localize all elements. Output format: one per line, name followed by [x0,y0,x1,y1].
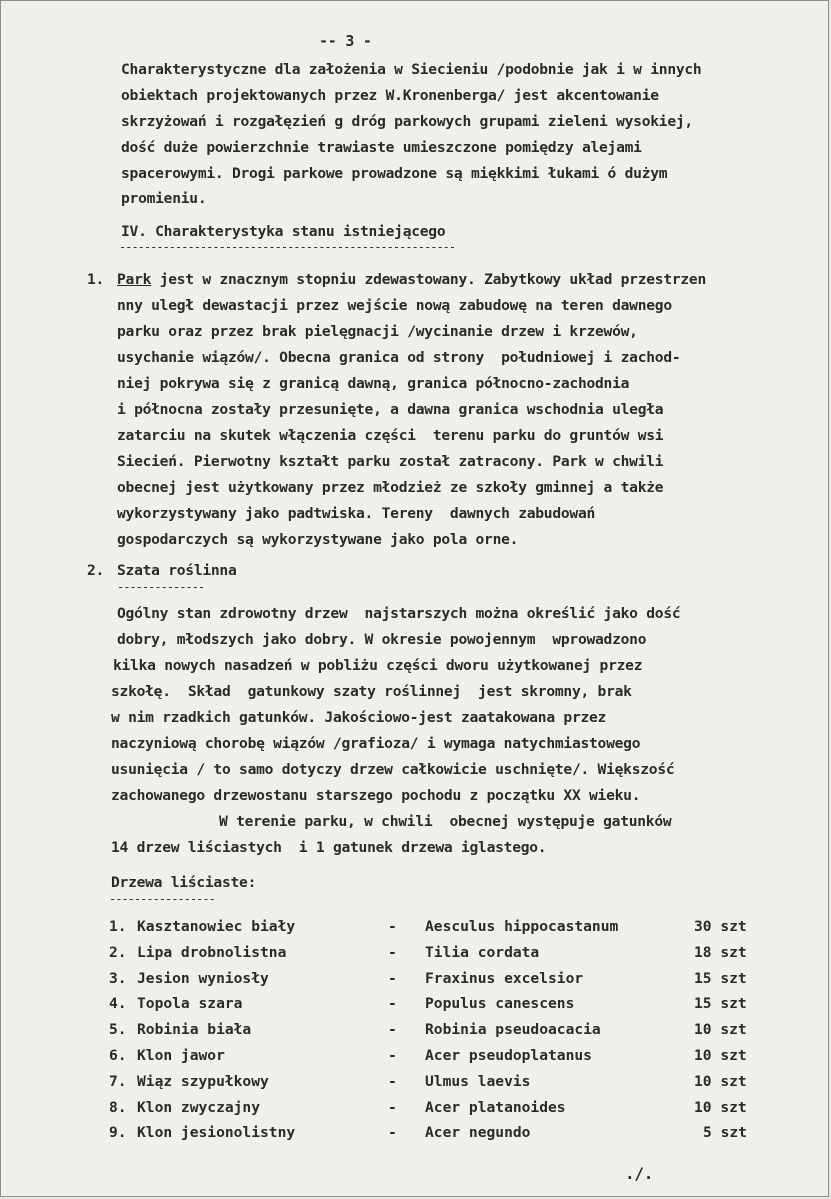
tree-name: Topola szara [137,995,243,1012]
tree-num: 3. [109,970,127,987]
section-heading: IV. Charakterystyka stanu istniejącego [121,223,446,240]
item-1-line: parku oraz przez brak pielęgnacji /wycinanie drzew i krzewów, [117,323,638,340]
item-2-number: 2. [87,562,105,579]
tree-latin: Acer negundo [425,1124,531,1141]
tree-dash: - [388,918,397,935]
continuation-mark: ./. [625,1164,654,1183]
tree-num: 9. [109,1124,127,1141]
item-2-line: szkołę. Skład gatunkowy szaty roślinnej jest skromny, brak [111,683,632,700]
tree-dash: - [388,1047,397,1064]
section-heading-rule: ------------------------------------------------------ [119,241,456,253]
intro-line: spacerowymi. Drogi parkowe prowadzone są miękkimi łukami ó dużym [121,165,668,182]
item-1-line: zatarciu na skutek włączenia części terenu parku do gruntów wsi [117,427,664,444]
tree-dash: - [388,944,397,961]
tree-dash: - [388,1021,397,1038]
tree-name: Klon zwyczajny [137,1099,261,1116]
tree-num: 7. [109,1073,127,1090]
item-2-heading: Szata roślinna [117,562,237,579]
item-1-line: Siecień. Pierwotny kształt parku został zatracony. Park w chwili [117,453,664,470]
tree-count: 10 szt [694,1073,747,1090]
tree-latin: Robinia pseudoacacia [425,1021,601,1038]
intro-line: obiektach projektowanych przez W.Kronenberga/ jest akcentowanie [121,87,659,104]
item-2-line: dobry, młodszych jako dobry. W okresie powojennym wprowadzono [117,631,647,648]
tree-count: 30 szt [694,918,747,935]
item-2-line: w nim rzadkich gatunków. Jakościowo-jest zaatakowana przez [111,709,607,726]
item-1-line: nny uległ dewastacji przez wejście nową zabudowę na teren dawnego [117,297,672,314]
item-1-line: i północna zostały przesunięte, a dawna granica wschodnia uległa [117,401,664,418]
item-1-number: 1. [87,271,105,288]
item-2-line: usunięcia / to samo dotyczy drzew całkowicie uschnięte/. Większość [111,761,675,778]
tree-name: Klon jawor [137,1047,225,1064]
tree-num: 8. [109,1099,127,1116]
tree-dash: - [388,970,397,987]
tree-num: 1. [109,918,127,935]
tree-num: 2. [109,944,127,961]
intro-line: promieniu. [121,190,207,207]
item-2-line: Ogólny stan zdrowotny drzew najstarszych można określić jako dość [117,605,681,622]
tree-count: 10 szt [694,1047,747,1064]
tree-count: 5 szt [703,1124,747,1141]
tree-latin: Ulmus laevis [425,1073,531,1090]
tree-count: 10 szt [694,1099,747,1116]
tree-dash: - [388,995,397,1012]
tree-name: Robinia biała [137,1021,252,1038]
item-2-line: 14 drzew liściastych i 1 gatunek drzewa iglastego. [111,839,547,856]
tree-num: 4. [109,995,127,1012]
tree-latin: Populus canescens [425,995,575,1012]
tree-list-heading: Drzewa liściaste: [111,874,257,891]
tree-name: Kasztanowiec biały [137,918,296,935]
tree-name: Klon jesionolistny [137,1124,296,1141]
intro-line: skrzyżowań i rozgałęzień g dróg parkowych grupami zieleni wysokiej, [121,113,693,130]
item-1-line: usychanie wiązów/. Obecna granica od strony południowej i zachod- [117,349,681,366]
tree-latin: Fraxinus excelsior [425,970,584,987]
tree-list-heading-rule: ----------------- [109,893,215,905]
tree-name: Lipa drobnolistna [137,944,287,961]
item-1-line: obecnej jest użytkowany przez młodzież ze szkoły gminnej a także [117,479,664,496]
tree-latin: Acer platanoides [425,1099,566,1116]
tree-count: 15 szt [694,970,747,987]
item-2-heading-rule: -------------- [117,581,205,593]
item-1-first-line [117,273,706,288]
tree-count: 10 szt [694,1021,747,1038]
tree-latin: Acer pseudoplatanus [425,1047,592,1064]
tree-num: 6. [109,1047,127,1064]
tree-latin: Aesculus hippocastanum [425,918,619,935]
tree-name: Jesion wyniosły [137,970,269,987]
tree-count: 18 szt [694,944,747,961]
item-1-line: wykorzystywany jako padtwiska. Tereny dawnych zabudowań [117,505,596,522]
page-number: -- 3 - [319,32,372,50]
tree-dash: - [388,1099,397,1116]
item-1-line: gospodarczych są wykorzystywane jako pola orne. [117,531,519,548]
item-2-line: naczyniową chorobę wiązów /grafioza/ i wymaga natychmiastowego [111,735,641,752]
tree-dash: - [388,1124,397,1141]
intro-line: Charakterystyczne dla założenia w Siecieniu /podobnie jak i w innych [121,61,702,78]
item-1-first-rest: jest w znacznym stopniu zdewastowany. Zabytkowy układ przestrzen [151,271,707,288]
item-1-line: niej pokrywa się z granicą dawną, granica północno-zachodnia [117,375,630,392]
intro-line: dość duże powierzchnie trawiaste umieszczone pomiędzy alejami [121,139,642,156]
item-2-line: zachowanego drzewostanu starszego pochodu z początku XX wieku. [111,787,641,804]
tree-num: 5. [109,1021,127,1038]
tree-name: Wiąz szypułkowy [137,1073,269,1090]
item-2-line: W terenie parku, w chwili obecnej występuje gatunków [219,813,672,830]
item-2-line: kilka nowych nasadzeń w pobliżu części dworu użytkowanej przez [113,657,643,674]
tree-count: 15 szt [694,995,747,1012]
tree-latin: Tilia cordata [425,944,540,961]
tree-dash: - [388,1073,397,1090]
item-1-keyword: Park [117,271,152,288]
